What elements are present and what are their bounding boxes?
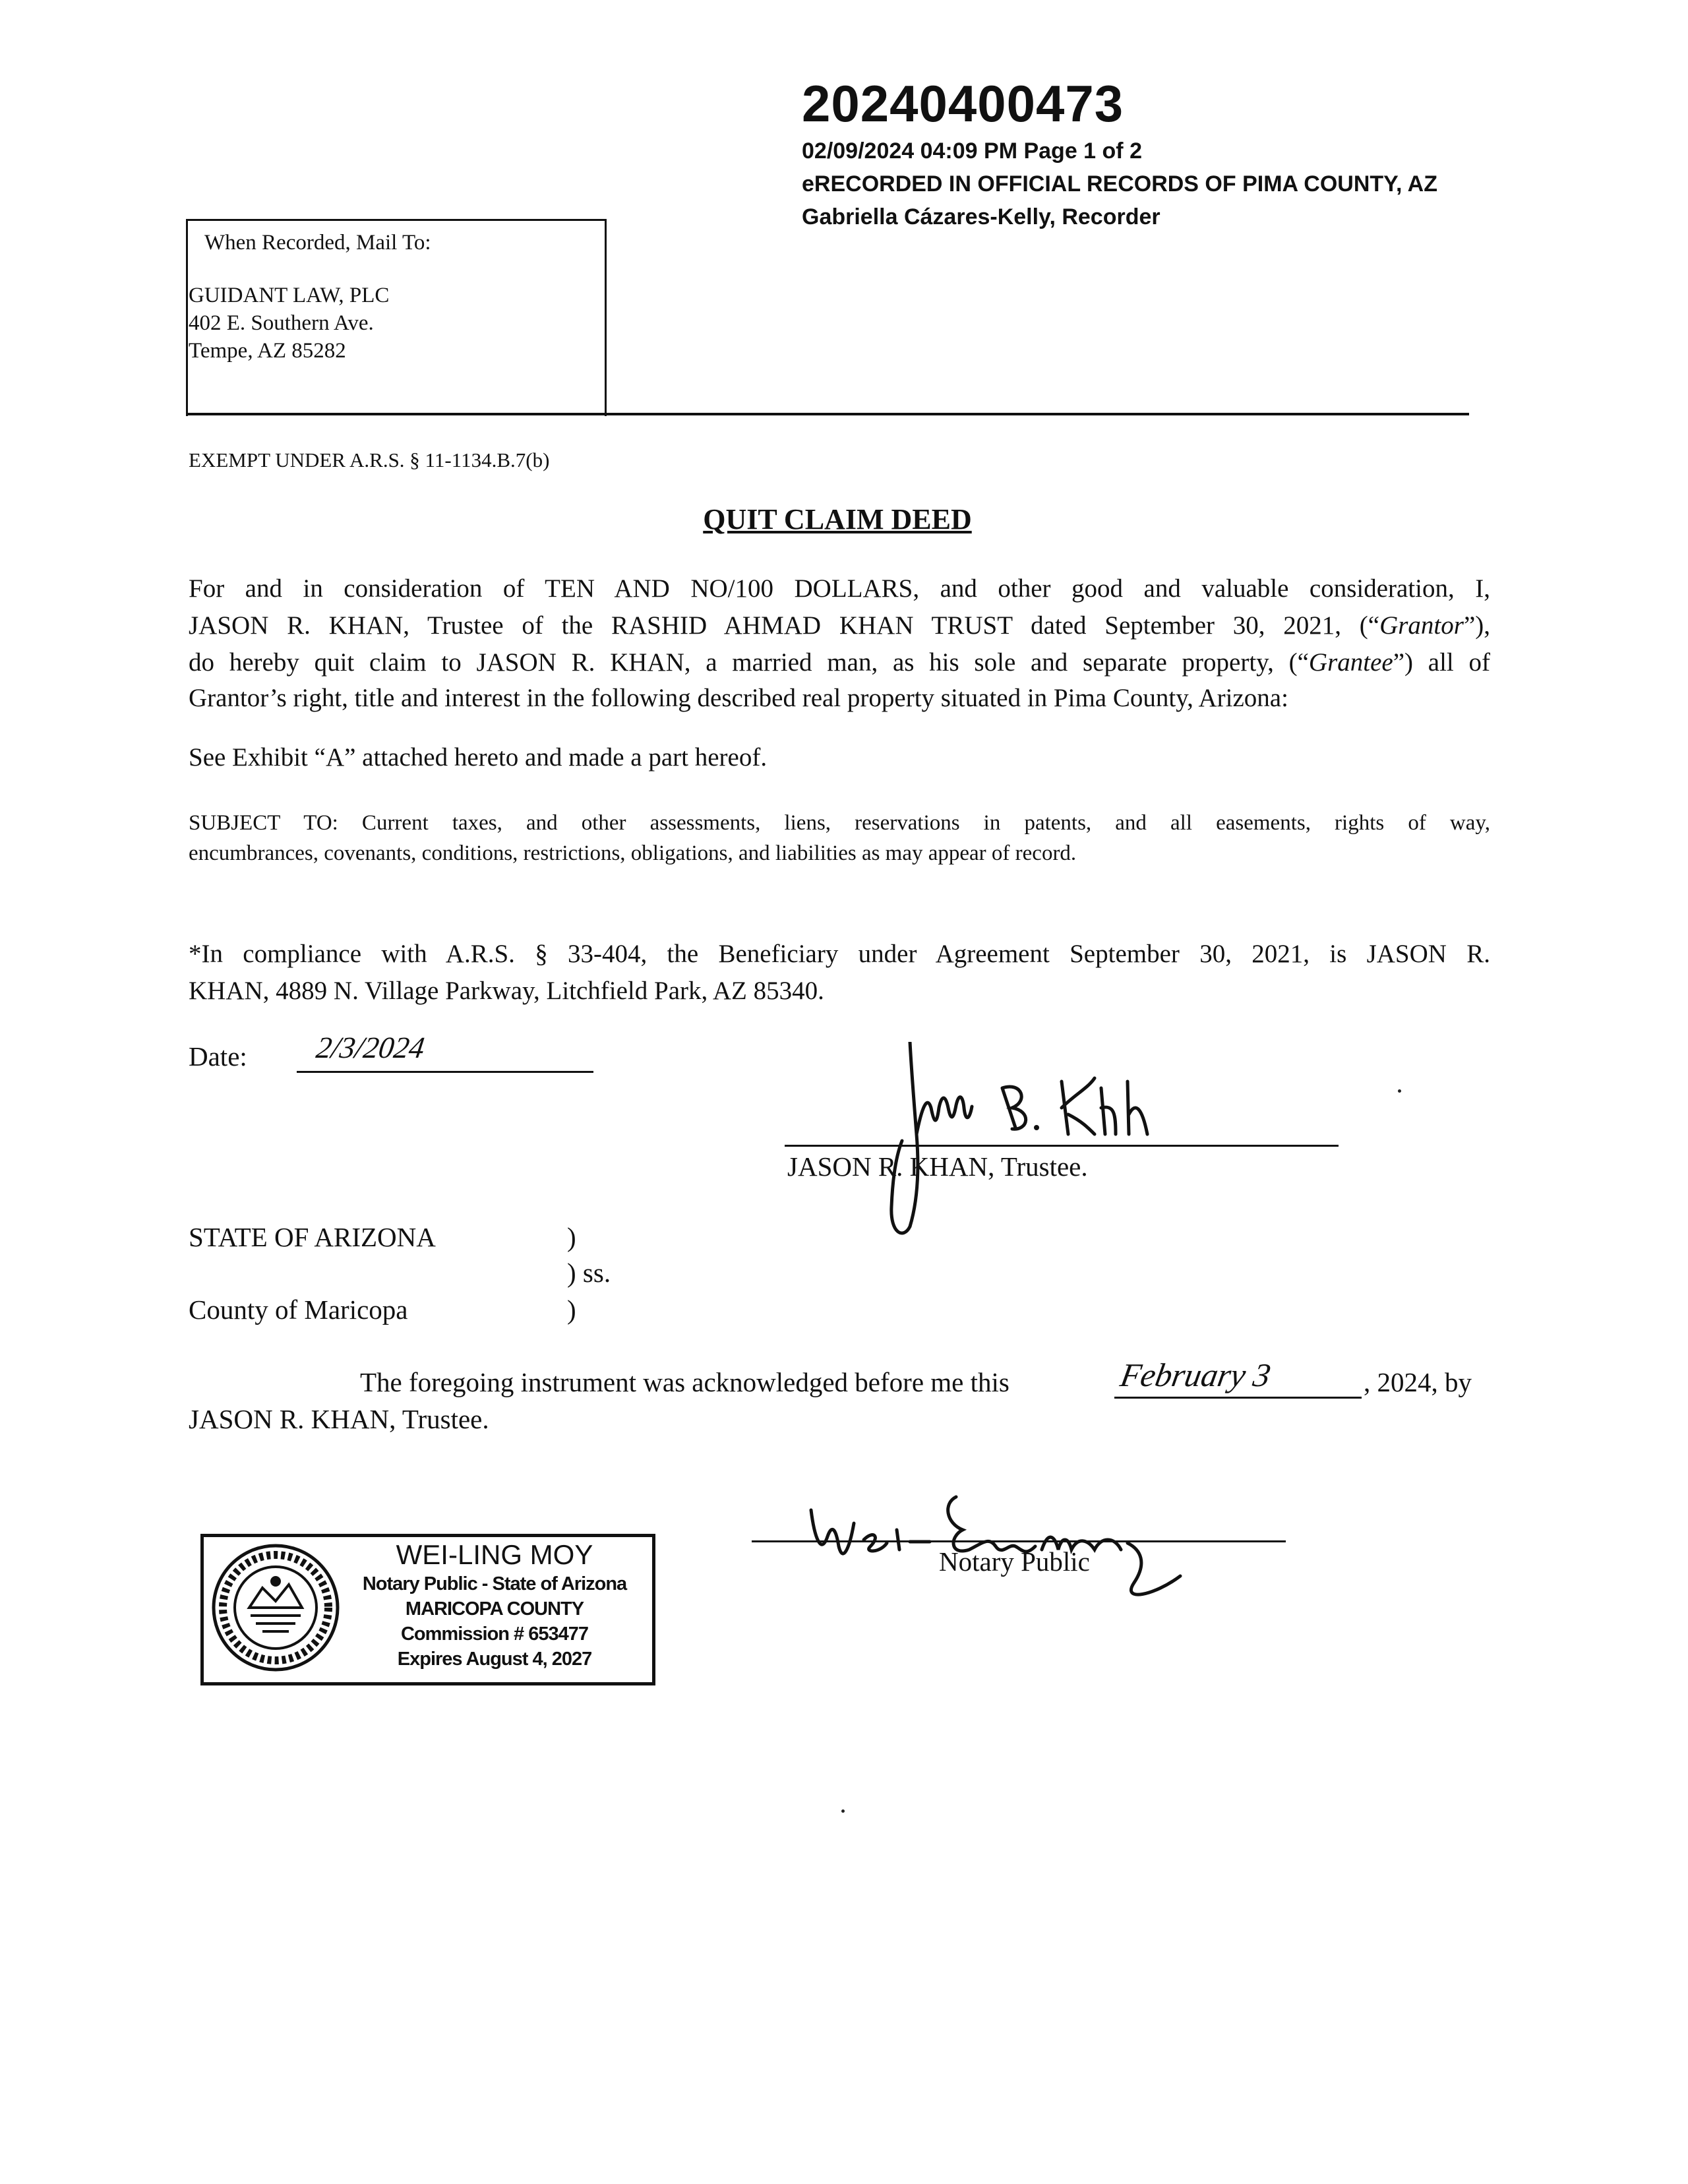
signer-name: JASON R. KHAN, Trustee. [787,1151,1088,1182]
consideration-line-1: For and in consideration of TEN AND NO/100 DOLLARS, and other good and valuable consideration, I, [189,574,1490,603]
scan-speck [1398,1089,1401,1093]
consideration-line-4: Grantor’s right, title and interest in the following described real property situated in Pima County, Arizona: [189,684,1288,712]
acknowledgment-year: , 2024, by [1364,1367,1472,1397]
exhibit-reference: See Exhibit “A” attached hereto and made a part hereof. [189,743,768,772]
recording-number: 20240400473 [802,75,1124,133]
consideration-line-2-a: JASON R. KHAN, Trustee of the RASHID AHMAD KHAN TRUST dated September 30, 2021, (“ [189,611,1380,640]
date-line [297,1071,593,1073]
notary-stamp-expiration: Expires August 4, 2027 [397,1649,592,1670]
grantee-term: Grantee [1308,648,1393,677]
acknowledgment-handwritten-date: February 3 [1118,1356,1274,1393]
subject-to-line-1: SUBJECT TO: Current taxes, and other assessments, liens, reservations in patents, and all easements, rights of way, [189,811,1490,835]
consideration-line-2-c: ”), [1463,611,1490,640]
header-divider [186,413,1469,415]
mail-to-street: 402 E. Southern Ave. [189,311,374,335]
arizona-seal-icon [210,1542,342,1674]
compliance-line-2: KHAN, 4889 N. Village Parkway, Litchfield Park, AZ 85340. [189,977,824,1005]
recorder-name: Gabriella Cázares-Kelly, Recorder [802,204,1160,229]
notary-stamp-commission: Commission # 653477 [400,1623,589,1645]
grantor-term: Grantor [1379,611,1464,640]
handwritten-date: 2/3/2024 [314,1031,427,1064]
acknowledgment-line-2: JASON R. KHAN, Trustee. [189,1404,489,1434]
exemption-statement: EXEMPT UNDER A.R.S. § 11-1134.B.7(b) [189,448,550,471]
acknowledgment-date-line [1114,1397,1362,1399]
venue-county: County of Maricopa [189,1294,408,1325]
notary-stamp-name: WEI-LING MOY [396,1539,593,1570]
acknowledgment-text: The foregoing instrument was acknowledged before me this [360,1367,1010,1397]
date-label: Date: [189,1041,247,1072]
notary-stamp-title: Notary Public - State of Arizona [362,1573,627,1594]
venue-ss: ) ss. [567,1258,611,1288]
recording-timestamp-page: 02/09/2024 04:09 PM Page 1 of 2 [802,138,1142,164]
consideration-line-3-a: do hereby quit claim to JASON R. KHAN, a married man, as his sole and separate property, (“ [189,648,1309,677]
mail-to-heading: When Recorded, Mail To: [204,231,431,255]
venue-state: STATE OF ARIZONA [189,1222,436,1252]
notary-stamp-county: MARICOPA COUNTY [405,1598,584,1620]
document-title [0,502,1688,536]
compliance-line-1: *In compliance with A.R.S. § 33-404, the Beneficiary under Agreement September 30, 2021, is JASON R. [189,940,1490,968]
document-title-text: QUIT CLAIM DEED [703,503,972,535]
notary-signature-line [752,1540,1286,1542]
consideration-line-2 [189,611,1490,640]
notary-label: Notary Public [939,1546,1090,1577]
trustee-signature [870,1042,1174,1240]
mail-to-city: Tempe, AZ 85282 [189,339,346,363]
recording-office: eRECORDED IN OFFICIAL RECORDS OF PIMA COUNTY, AZ [802,171,1438,197]
consideration-line-3-c: ”) all of [1393,648,1490,677]
mail-to-firm: GUIDANT LAW, PLC [189,284,390,307]
scan-speck [841,1809,845,1813]
subject-to-line-2: encumbrances, covenants, conditions, restrictions, obligations, and liabilities as may appear of record. [189,841,1077,865]
signature-line [785,1145,1339,1147]
venue-paren: ) [567,1294,576,1325]
venue-paren: ) [567,1222,576,1252]
consideration-line-3 [189,648,1490,677]
